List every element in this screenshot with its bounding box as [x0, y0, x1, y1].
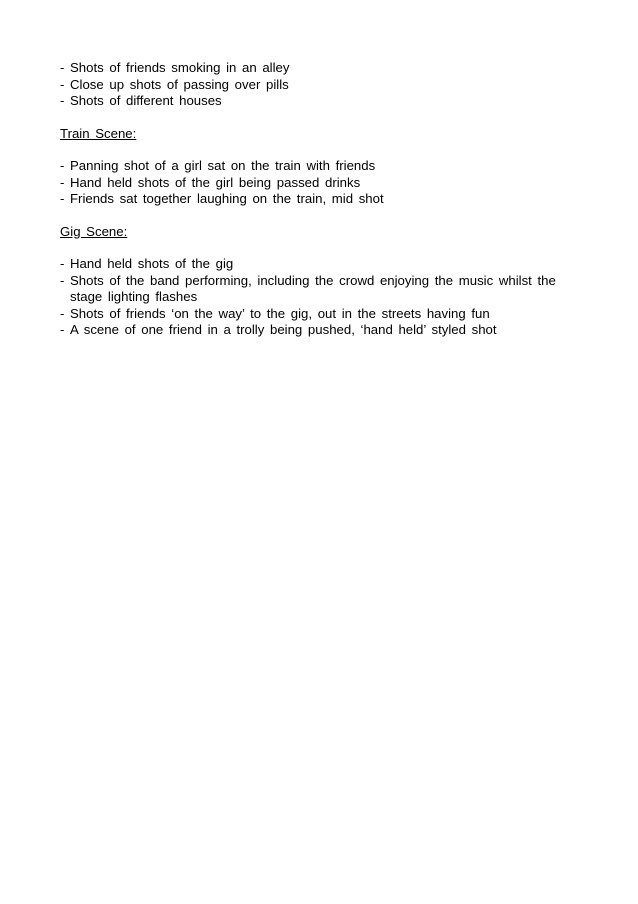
intro-shot-list [60, 60, 570, 110]
bullet-marker: - [60, 191, 65, 206]
bullet-marker: - [60, 272, 65, 288]
list-item-text: Shots of friends smoking in an alley [70, 60, 290, 75]
bullet-marker: - [60, 174, 65, 190]
list-item [60, 77, 570, 94]
list-item [60, 191, 570, 208]
list-item [60, 273, 570, 306]
list-item-text: Hand held shots of the girl being passed drinks [70, 174, 361, 190]
list-item-text: Shots of different houses [70, 93, 222, 108]
list-item [60, 175, 570, 192]
list-item-text: Hand held shots of the gig [70, 256, 234, 271]
list-item [60, 306, 570, 323]
list-item [60, 158, 570, 175]
list-item-text: Friends sat together laughing on the train, mid shot [70, 191, 384, 206]
bullet-marker: - [60, 93, 65, 108]
list-item-text: Shots of friends ‘on the way’ to the gig, out in the streets having fun [70, 305, 490, 321]
train-scene-shot-list [60, 158, 570, 208]
bullet-marker: - [60, 322, 65, 337]
list-item-text: A scene of one friend in a trolly being pushed, ‘hand held’ styled shot [70, 322, 497, 337]
list-item [60, 322, 570, 339]
bullet-marker: - [60, 76, 65, 92]
list-item [60, 256, 570, 273]
list-item-text: Shots of the band performing, including the crowd enjoying the music whilst the stage lighting flashes [70, 272, 556, 304]
bullet-marker: - [60, 60, 65, 75]
list-item-text: Panning shot of a girl sat on the train with friends [70, 158, 376, 173]
list-item [60, 60, 570, 77]
gig-scene-heading: Gig Scene: [60, 223, 128, 239]
bullet-marker: - [60, 158, 65, 173]
list-item [60, 93, 570, 110]
bullet-marker: - [60, 256, 65, 271]
list-item-text: Close up shots of passing over pills [70, 76, 289, 92]
bullet-marker: - [60, 305, 65, 321]
gig-scene-shot-list [60, 256, 570, 339]
train-scene-heading: Train Scene: [60, 125, 137, 141]
document-content [60, 60, 570, 339]
